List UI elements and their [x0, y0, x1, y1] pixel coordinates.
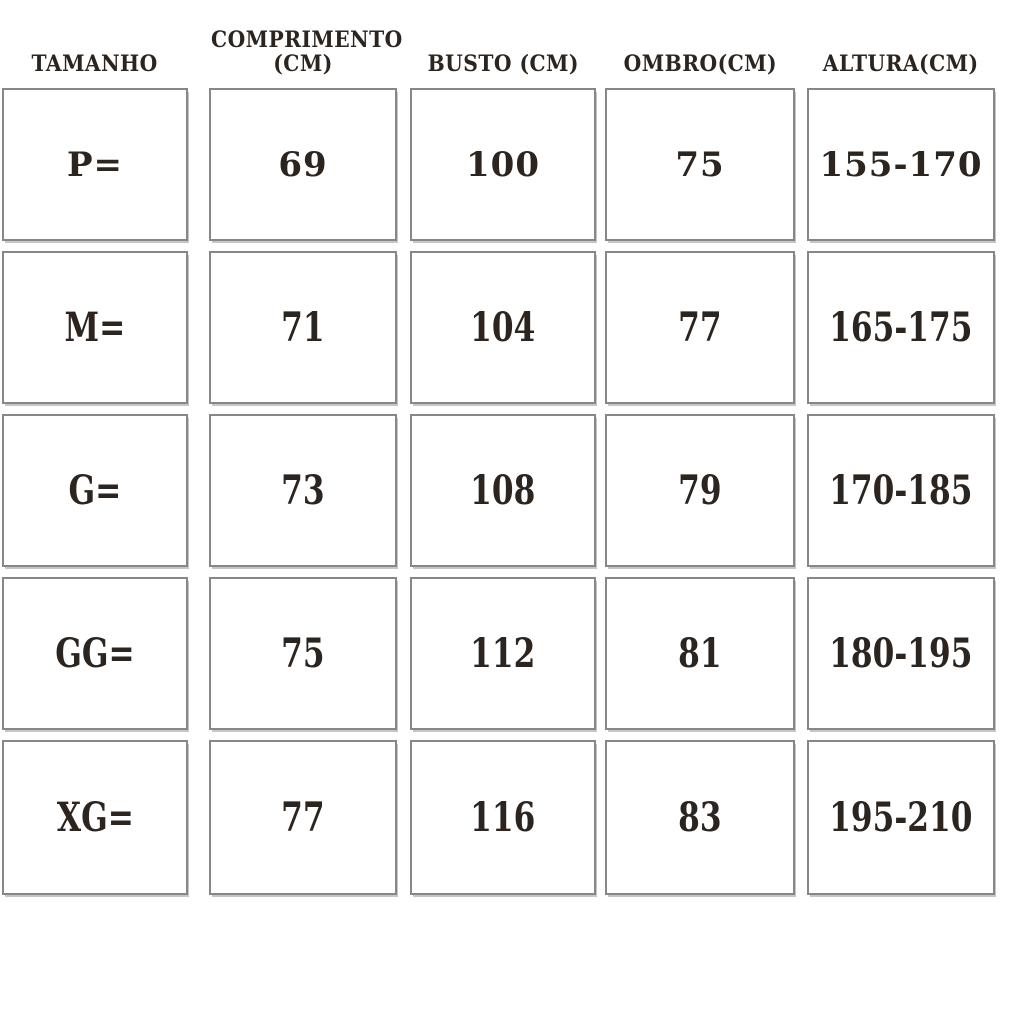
cell-value: 165-175	[829, 304, 973, 351]
column-header-label: COMPRIMENTO (CM)	[211, 26, 403, 78]
cell-g-altura	[807, 414, 995, 567]
cell-p-ombro	[605, 88, 795, 241]
cell-value: 69	[278, 144, 328, 185]
cell-value: 75	[675, 144, 725, 185]
cell-m-altura	[807, 251, 995, 404]
cell-g-comprimento	[209, 414, 397, 567]
cell-g-busto	[410, 414, 596, 567]
cell-gg-busto	[410, 577, 596, 730]
cell-xg-tamanho	[2, 740, 188, 895]
cell-value: 79	[678, 467, 722, 514]
cell-value: 81	[678, 630, 722, 677]
cell-value: GG=	[55, 630, 135, 677]
cell-value: 112	[470, 630, 536, 677]
cell-value: XG=	[56, 794, 134, 841]
cell-value: 180-195	[829, 630, 973, 677]
column-header-label: TAMANHO	[31, 51, 159, 78]
cell-xg-altura	[807, 740, 995, 895]
cell-value: P=	[66, 144, 124, 185]
cell-value: 100	[466, 144, 540, 185]
cell-m-comprimento	[209, 251, 397, 404]
cell-gg-comprimento	[209, 577, 397, 730]
cell-gg-tamanho	[2, 577, 188, 730]
cell-value: 155-170	[819, 144, 983, 185]
cell-value: 75	[281, 630, 325, 677]
cell-m-tamanho	[2, 251, 188, 404]
cell-value: 71	[281, 304, 325, 351]
cell-p-altura	[807, 88, 995, 241]
cell-value: 104	[470, 304, 536, 351]
cell-gg-ombro	[605, 577, 795, 730]
column-header-label: ALTURA(CM)	[823, 51, 979, 78]
cell-value: 116	[470, 794, 536, 841]
cell-p-tamanho	[2, 88, 188, 241]
cell-g-ombro	[605, 414, 795, 567]
cell-value: 77	[678, 304, 722, 351]
cell-m-ombro	[605, 251, 795, 404]
column-header-label: BUSTO (CM)	[427, 51, 579, 78]
cell-value: 108	[470, 467, 536, 514]
cell-xg-ombro	[605, 740, 795, 895]
cell-xg-comprimento	[209, 740, 397, 895]
cell-g-tamanho	[2, 414, 188, 567]
cell-p-comprimento	[209, 88, 397, 241]
cell-value: 77	[281, 794, 325, 841]
cell-p-busto	[410, 88, 596, 241]
cell-value: M=	[64, 304, 126, 351]
cell-xg-busto	[410, 740, 596, 895]
cell-value: G=	[68, 467, 122, 514]
cell-value: 170-185	[829, 467, 973, 514]
column-header-ombro	[605, 28, 795, 78]
cell-value: 73	[281, 467, 325, 514]
column-header-busto	[410, 28, 596, 78]
size-chart-grid	[2, 28, 995, 895]
column-header-comprimento	[209, 26, 403, 78]
column-header-tamanho	[2, 28, 188, 78]
cell-m-busto	[410, 251, 596, 404]
cell-value: 83	[678, 794, 722, 841]
column-header-altura	[807, 28, 995, 78]
column-header-label: OMBRO(CM)	[623, 51, 777, 78]
cell-value: 195-210	[829, 794, 973, 841]
cell-gg-altura	[807, 577, 995, 730]
